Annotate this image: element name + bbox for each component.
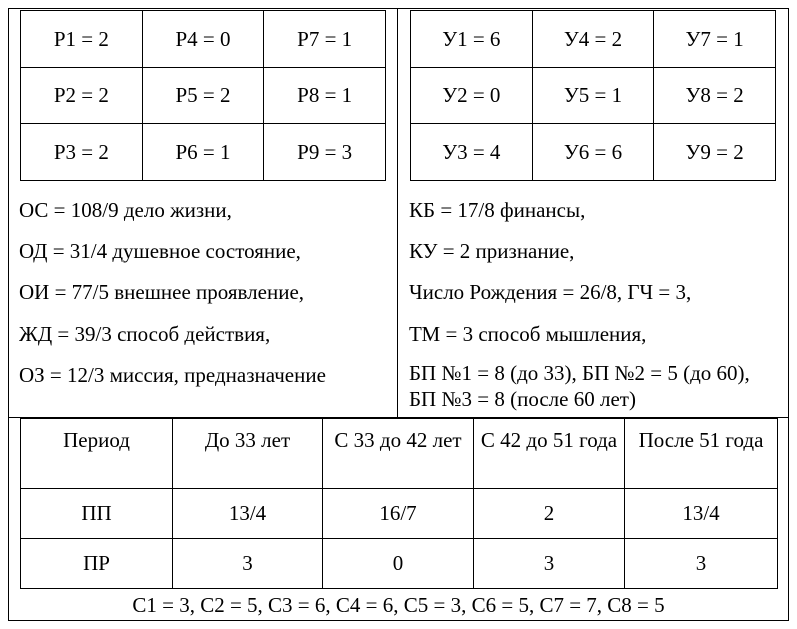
note-line: ТМ = 3 способ мышления, <box>409 321 647 346</box>
r-cell: Р2 = 2 <box>21 67 143 124</box>
column-header: С 42 до 51 года <box>474 419 625 489</box>
table-cell: 3 <box>173 539 323 589</box>
u-cell: У6 = 6 <box>532 124 654 181</box>
table-row <box>411 11 776 68</box>
table-cell: 13/4 <box>173 489 323 539</box>
table-cell: 3 <box>625 539 778 589</box>
table-header-row <box>21 419 778 489</box>
r-cell: Р6 = 1 <box>142 124 264 181</box>
u-cell: У8 = 2 <box>654 67 776 124</box>
r-cell: Р8 = 1 <box>264 67 386 124</box>
u-cell: У7 = 1 <box>654 11 776 68</box>
r-cell: Р1 = 2 <box>21 11 143 68</box>
column-header: Период <box>21 419 173 489</box>
table-cell: 13/4 <box>625 489 778 539</box>
u-cell: У3 = 4 <box>411 124 533 181</box>
footer-summary: С1 = 3, С2 = 5, С3 = 6, С4 = 6, С5 = 3, С6 = 5, С7 = 7, С8 = 5 <box>132 593 665 617</box>
note-line: ОИ = 77/5 внешнее проявление, <box>19 280 305 305</box>
table-cell: 2 <box>474 489 625 539</box>
r-cell: Р3 = 2 <box>21 124 143 181</box>
r-grid-table <box>20 10 386 181</box>
table-row <box>21 124 386 181</box>
r-cell: Р7 = 1 <box>264 11 386 68</box>
u-cell: У5 = 1 <box>532 67 654 124</box>
note-line: ОС = 108/9 дело жизни, <box>19 198 232 222</box>
table-cell: 0 <box>323 539 474 589</box>
u-grid-table <box>410 10 776 181</box>
left-notes <box>19 192 391 398</box>
table-row <box>21 539 778 589</box>
row-label: ПП <box>21 489 173 539</box>
note-line: ЖД = 39/3 способ действия, <box>19 321 271 346</box>
note-line: ОЗ = 12/3 миссия, предназначение <box>19 362 326 387</box>
note-line: КБ = 17/8 финансы, <box>409 198 586 222</box>
note-line: КУ = 2 признание, <box>409 239 575 264</box>
column-header: После 51 года <box>625 419 778 489</box>
period-table <box>20 418 778 589</box>
column-header: С 33 до 42 лет <box>323 419 474 489</box>
r-cell: Р4 = 0 <box>142 11 264 68</box>
table-row <box>411 124 776 181</box>
u-cell: У2 = 0 <box>411 67 533 124</box>
u-cell: У9 = 2 <box>654 124 776 181</box>
table-row <box>411 67 776 124</box>
r-cell: Р5 = 2 <box>142 67 264 124</box>
r-cell: Р9 = 3 <box>264 124 386 181</box>
table-row <box>21 11 386 68</box>
note-line: ОД = 31/4 душевное состояние, <box>19 239 301 264</box>
right-notes <box>409 192 779 411</box>
table-cell: 3 <box>474 539 625 589</box>
table-row <box>21 489 778 539</box>
column-header: До 33 лет <box>173 419 323 489</box>
center-divider <box>397 8 398 418</box>
u-cell: У4 = 2 <box>532 11 654 68</box>
note-line: Число Рождения = 26/8, ГЧ = 3, <box>409 280 692 305</box>
note-line: БП №1 = 8 (до 33), БП №2 = 5 (до 60), БП №3 = 8 (после 60 лет) <box>409 360 750 411</box>
table-row <box>21 67 386 124</box>
u-cell: У1 = 6 <box>411 11 533 68</box>
row-label: ПР <box>21 539 173 589</box>
table-cell: 16/7 <box>323 489 474 539</box>
